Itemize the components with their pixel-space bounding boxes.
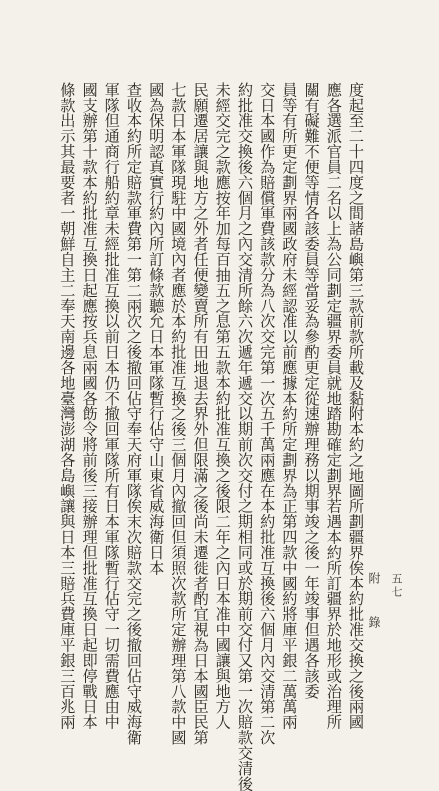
text-column: 員等有所更定劃界兩國政府未經認准以前應據本約所定劃界為正第四款中國約將庫平銀二萬萬兩 xyxy=(280,82,299,730)
text-column: 度起至二十四度之間諸島嶼第三款前款所載及黏附本約之地圖所劃疆界俟本約批准交換之後兩國 xyxy=(347,82,365,730)
text-column: 條款出示其最要者一朝鮮自主二奉天南邊各地臺灣澎湖各島嶼讓與日本三賠兵費庫平銀三百兆兩 xyxy=(58,82,77,730)
text-column: 軍隊但通商行船約章未經批准互換以前日本仍不撤回軍隊所有日本軍隊暫行佔守一切需費應由中 xyxy=(102,82,121,730)
text-column: 國支辦第十款本約批准互換日起應按兵息兩國各飭令將前後三接辦理但批准互換日起即停戰日本 xyxy=(80,82,99,730)
text-column: 民願遷居讓與地方之外者任便變賣所有田地退去界外但限滿之後尚未遷徙者酌宜視為日本國臣民第 xyxy=(191,82,210,746)
text-column: 關有礙難不便等情各該委員等當妥為參酌更定從速辦理務以期事竣之後一年竣事但遇各該委 xyxy=(302,82,321,699)
text-column: 七款日本軍隊現駐中國境內者應於本約批准互換之後三個月內撤回但須照次款所定辦理第八款中國 xyxy=(169,82,188,746)
text-column: 應各選派官員二名以上為公同劃定疆界委員就地踏勘確定劃界若遇本約所訂疆界於地形或治理所 xyxy=(324,82,343,730)
page-number: 五七 xyxy=(390,573,403,599)
section-label: 附 錄 xyxy=(367,572,381,638)
text-column: 未經交完之款應按年加每百抽五之息第五款本約批准互換之後限二年之內日本准中國讓與地方人 xyxy=(213,82,232,730)
text-column: 國為保明認真實行約內所訂條款聽允日本軍隊暫行佔守山東省威海衛日本 xyxy=(147,82,166,576)
vertical-text-block xyxy=(56,82,367,791)
text-column: 約批准交換後六個月之內交清所餘六次遞年遞交以期前次交付之期相同或於期前交付又第一次賠款交清後 xyxy=(235,82,254,791)
text-column: 查收本約所定賠款軍費第一第二兩次之後撤回佔守奉天府軍隊俟末次賠款交完之後撤回佔守威海衛 xyxy=(124,82,143,746)
text-column: 交日本國作為賠償軍費該款分為八次交完第一次五千萬兩應在本約批准互換後六個月內交清第二次 xyxy=(258,82,277,746)
